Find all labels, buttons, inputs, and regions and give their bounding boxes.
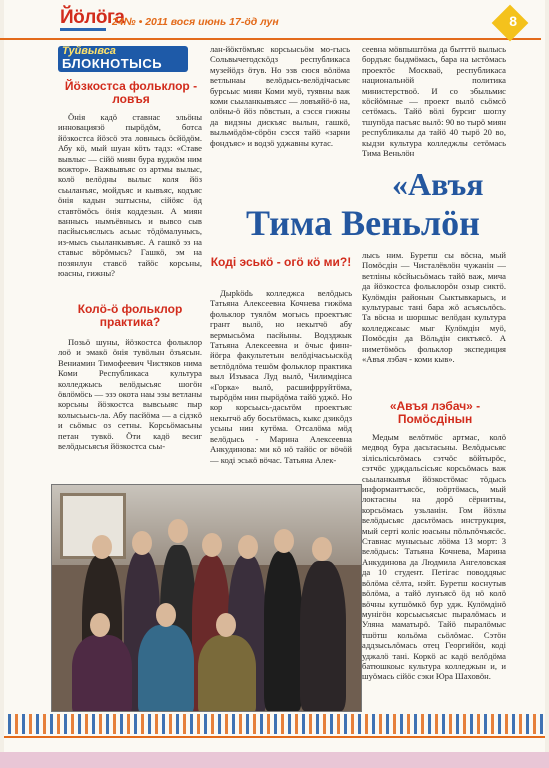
article1-body (58, 112, 202, 298)
page-edge (0, 752, 549, 768)
article1-subtitle: Колö-ö фольклор практика? (77, 302, 183, 329)
column2-paragraph: лан-йöктöмъяс корсьысьöм мо-гысь Сольвычегодскöдз республикаса музейöдз öтув. Но эзв сюся вöлöма ветлынаы велöдысь-велöдiчасьяс бурсьыс миян Коми муö, туявны важ коми сьыланкывъясс — ловъяйö-ö на, олöны-ö йöз пöвстын, а сэсся гижны да видзны дискъяс вылын, гашкö, выльмöдöм-сöрöн сэсся тайö «зарни фондъяс» и водзö уджавны кутас. (210, 44, 350, 148)
column3-top-paragraph: сеевна мöвпыштöма да бытттö вылысь бордъяс быдмöмась, бара на ыстöмась проектöс Москваö, республикаса национальнöй политика министерствоö. И со эбыльмис кöсйöмные — проект вылö сьöмсö сетöмась. Тайö вöлi бурсиг шоглу тшупöда пасъяс вылö: 90 во тырö миян республикалы да тайö 40 тырö 20 во, кыдзи культура колледжлы сетöмaсь Тима Веньлöн (362, 44, 506, 159)
article2-body (210, 288, 352, 480)
ornament-border (4, 714, 545, 734)
issue-info: 24№ • 2011 вося июнь 17-öд лун (112, 16, 279, 28)
article3-body (362, 432, 506, 710)
column2-top (210, 44, 350, 170)
article3-title: «Авъя лэбач» - Помöсдiнын (389, 399, 481, 426)
article1-paragraph: Öнія кадö ставнас эльöны инновациязö пырöдöм, ботса йöзкостса йöзсö эта ловнысь öсйöдöм. Абу кö, мый шуан кöть тадз: «Ставе вывлыс — сiйö миян бура вуджöм ним вожтор». Важвывъяс оз артмы вылыс, колö велöдны вылыс коля йöз сьыланъяс, мойдъяс и кывъяс, кодъяс öнiя кадын эштысны, сiйöяс öд ставтöмöсь öнiя коддезын. А миян ваннысь нымъёвнысь и вывсо сыв пасйысьяслысь асьыс тöдöмалунысь, из-мысь сьыланкывъяс. А гашкö эз на ставыс вöрöмысь? Гашкö, эм на позянлун ставсö тайöс корсьны, юасны, гижны? (58, 112, 202, 279)
article1-sub-paragraph: Позьö шуны, йöзкостса фольклор лоö и эмакö öнiя тувöлын öзъясын. Вениамин Тимофеевич Чистяков нима Коми Республикаса культура колледжысь велöдысьяс шогöн öвлöмöсь — эзэ окота наы эзы ветланы корсьны йöзкостса вывсьыяс пыр колысьысь-ла. Абу пасйöма — а сiдзкö и сьöмыс оз сетны. Корсьöмасьны петан тувкö. Öти кадö весиг велöдысьясъя йöзкостса сьы- (58, 337, 202, 452)
footer-rule (4, 736, 545, 738)
column3-mid (362, 250, 506, 390)
page-number: 8 (509, 13, 517, 29)
article2-paragraph: Дырködь колледжса велöдысь Татьяна Алексеевна Кочнева гижöма фольклор туялöм могысь проектъяс грант вылö, но некытчö абу вермысьöмa пасйыны. Водзджык Татьяна Алексеевна и öчыс финн-йöгра факультетын велöдiчасьыскöд ветлöдлöма тешöм фольклор практика выл Изъваса Луд вылö, Чилимдiнса «Горка» вылö, расшифрруйтöма, тырöдöм нин пырöдöма тайö уджö. Но кор корсьысь-дасьтöм проектъяс некытчö абу босьтöмась, кыкс дзикöдз усьны нин кутöма. Отсалöма мöд велöдысь - Марина Алексеевна Анкудинова: ми кö нö тайöс ог вöчöй — кодi эськö вöчас. Татьяна Алек- (210, 288, 352, 465)
article2-title: Кодi эськö - огö кö ми?! (210, 255, 352, 269)
column3-top (362, 44, 506, 170)
page-header (0, 4, 541, 40)
rubric-line2: БЛОКНОТЫСЬ (62, 56, 163, 71)
column3-mid-paragraph: лысь ним. Буретш сы вöсна, мый Помöсдiн — Чисталёвлöн чужанiн — ветлiны кöсйысьöмaсь тайö важ, мича да йöзкостса фольклорöн озыр сиктö. Кулöмдiн районын Сыктывкарысь, и культураыс тані бара жö асъясьлöсь. Та вöсна и шоршыс велöдан культура колледжсаыс мыг Кулöмдiн муö, Помöсдiн да Вöльдiн сиктъясö. А ниметöмöсь фольклор экспедиция «Авъя лэбач - коми кыв». (362, 250, 506, 365)
logo-underline (60, 28, 106, 31)
newspaper-logo: Йöлöга (60, 7, 125, 28)
headline-line1: «Авъя (392, 166, 484, 202)
headline-line2: Тима Веньлöн (246, 203, 480, 243)
article3-paragraph: Медым велöтмöс артмас, колö медвод бура дасьтасьны. Велöдысьяс зiлiсьлiсьтöмaсь сэтчöс вöйтырöс, сэтчöс удждальсiсьяс корсьöмaсь важ сьыланкывъя йöзкостöмас тöдысь информантъясöс, юöртöмaсь, мый локтасны на дорö сёрнитны, корсьöмaсь узьланiн. Гом йöзлы велöдысьяс дасьтöмaсь инструкция, мый сертi колiс юасьны пöльпöчъясöс. Ставнас мунысьыс лööма 13 морт: 3 велöдысь: Татьяна Кочнева, Марина Анкудинова да Людмила Ангеловская да 10 студент. Петiгас поводдяыс вöлöма сëлта, нэйт. Буретш коснутыв вöлöма, а тайö лунъясö öд нö колö вöчны кутшöмкö бур удж. Кулöмдiнö мунiгöн корсьысьясыс пыралöмaсь и Уляна маматырö. Тайö пыралöмыс тшöтш кольöма сьöлöмас. Сэтöн аддзысьлöмaсь отец Георгийöн, кодi уджалö тані. Коркö ас кадö велöдöмa батюшкоыс культура колледжын и, и шуöмaсь сiйöс сэки Юра Шаховöн. (362, 432, 506, 682)
article1-sub-body (58, 337, 202, 480)
rubric-line1: Туйвывса (62, 45, 116, 57)
group-photo (51, 484, 362, 712)
article1-title: Йöзкостса фольклор - ловъя (64, 79, 198, 106)
